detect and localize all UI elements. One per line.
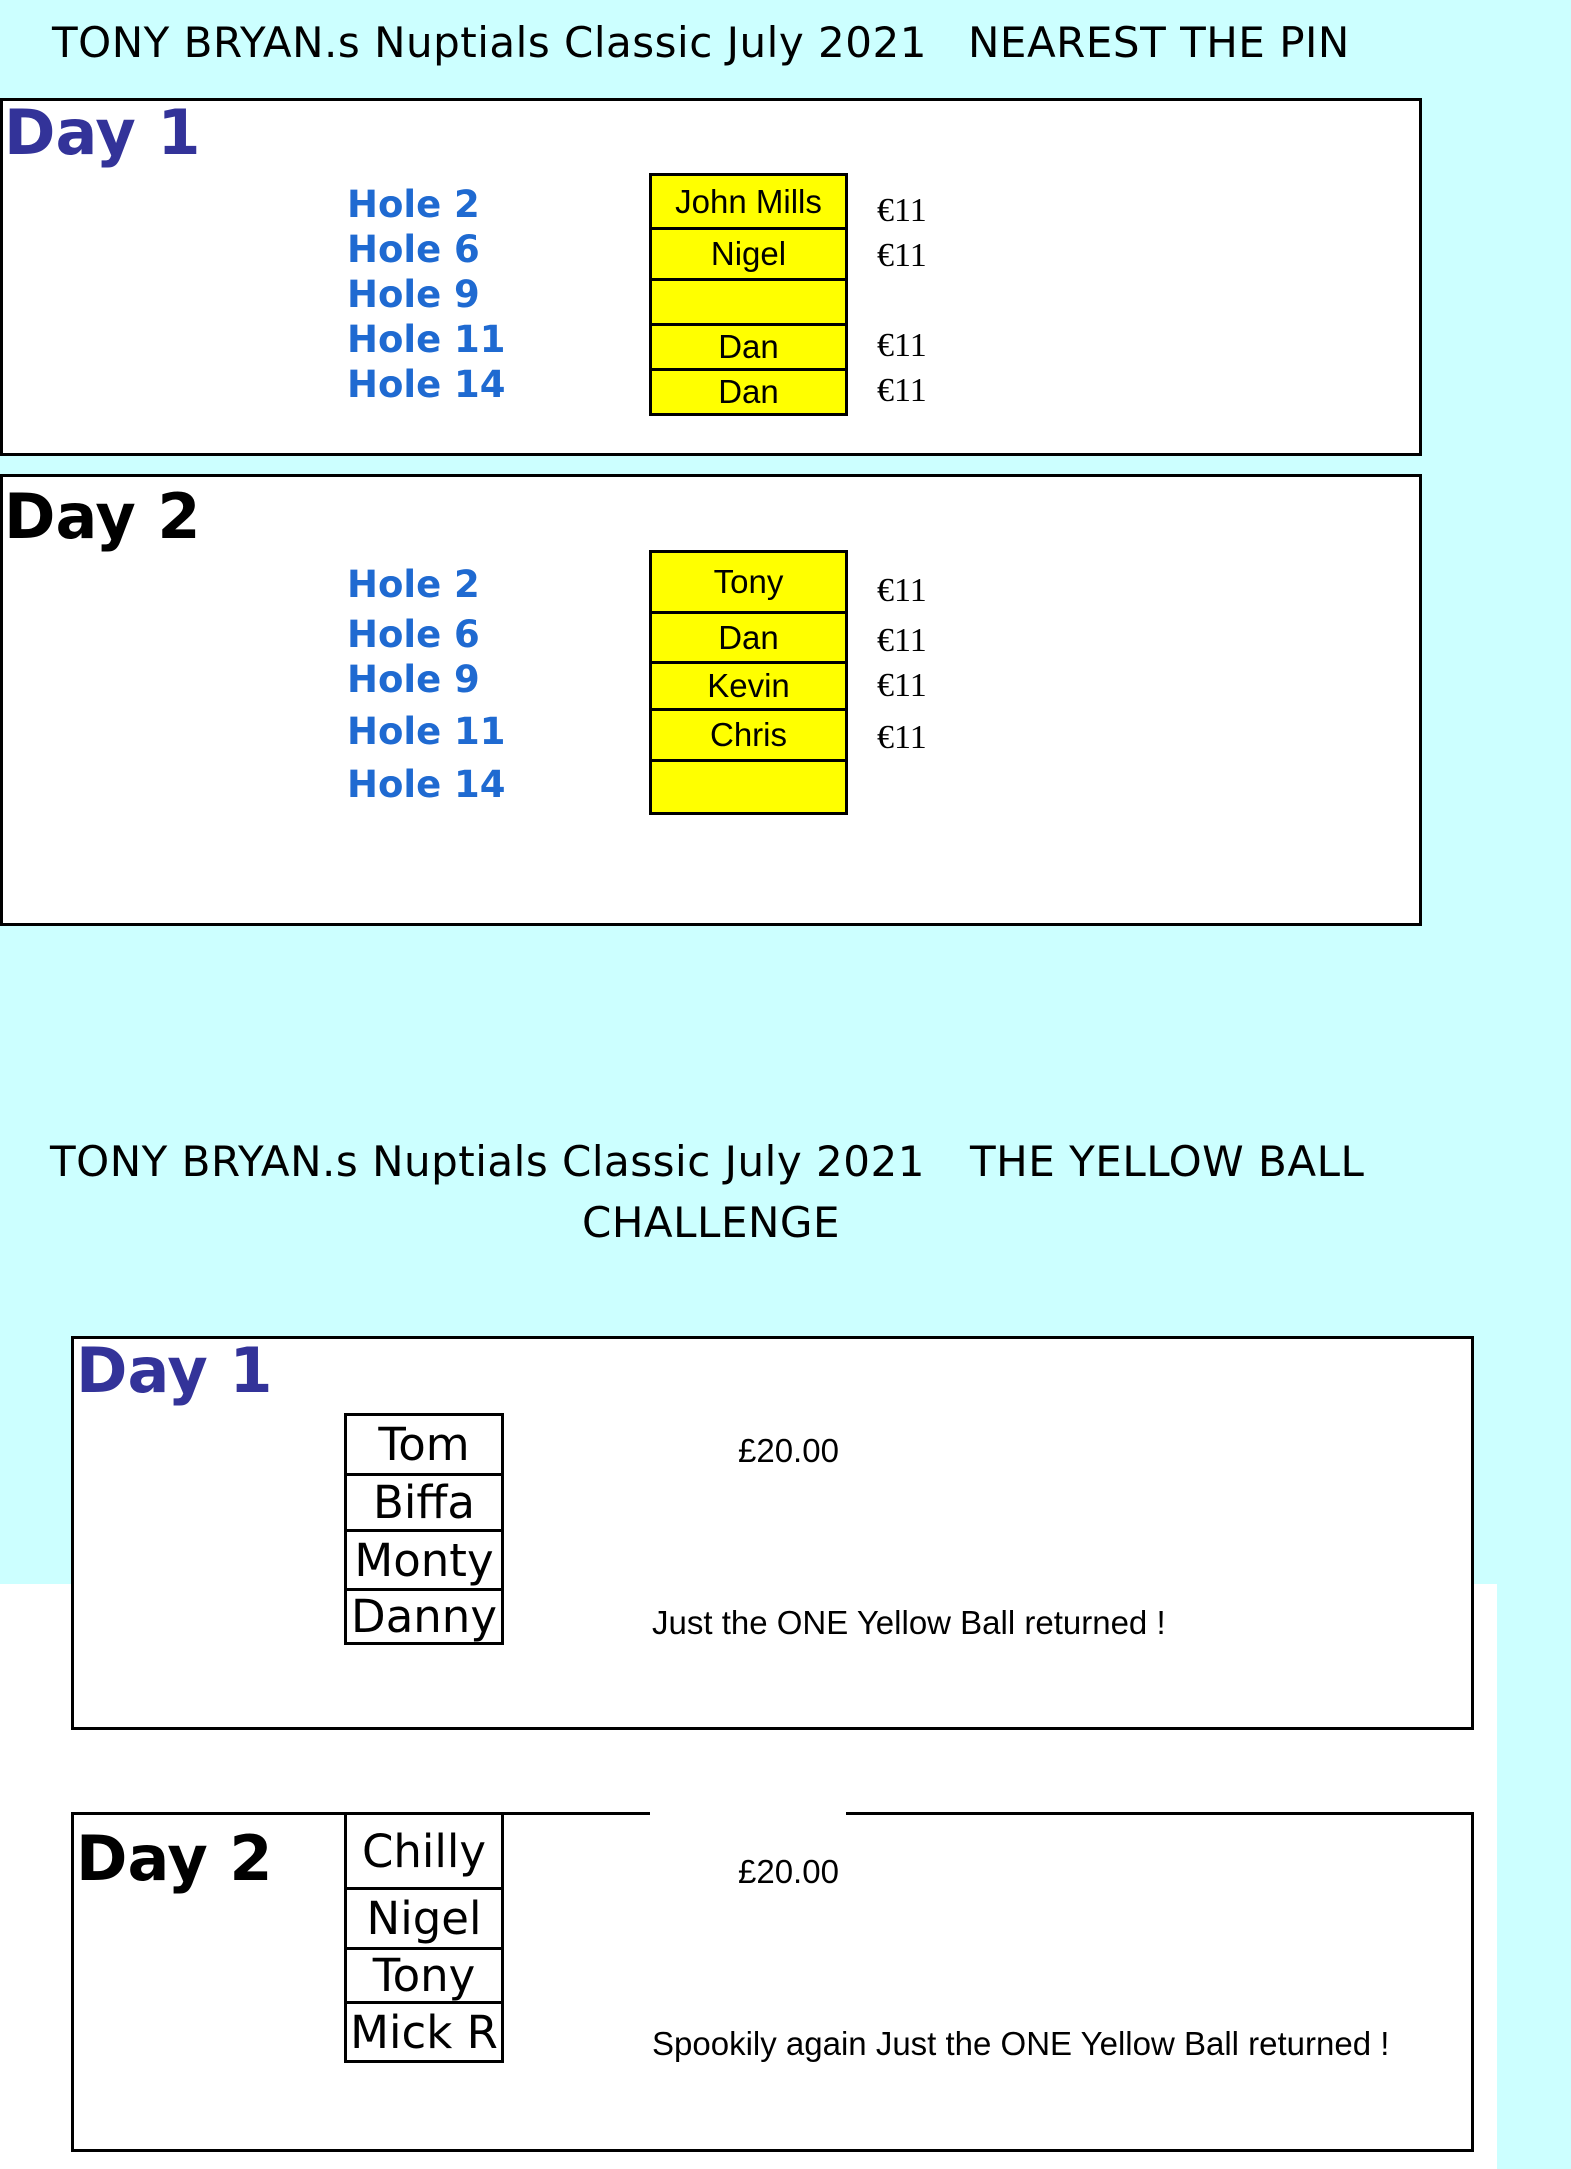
yb-day1-prize: £20.00	[738, 1432, 839, 1469]
page-background-strip	[1497, 1584, 1571, 2169]
ntp-day1-prize: €11	[877, 327, 927, 364]
yb-day1-panel	[71, 1336, 1474, 1730]
yb-day2-player: Nigel	[344, 1887, 504, 1950]
ntp-day2-hole: Hole 11	[347, 710, 506, 753]
ntp-day1-hole: Hole 2	[347, 183, 480, 226]
yb-day1-note: Just the ONE Yellow Ball returned !	[652, 1604, 1166, 1641]
ntp-day2-hole: Hole 2	[347, 563, 480, 606]
yb-title-line2: CHALLENGE	[582, 1198, 840, 1247]
ntp-day1-label: Day 1	[4, 96, 201, 169]
ntp-day1-winner-cell	[649, 278, 848, 326]
yb-day2-border-gap	[650, 1808, 846, 1816]
ntp-day1-winner-cell: Dan	[649, 368, 848, 416]
ntp-day2-prize: €11	[877, 667, 927, 704]
ntp-day1-prize: €11	[877, 372, 927, 409]
ntp-day1-hole: Hole 9	[347, 273, 480, 316]
ntp-day2-hole: Hole 6	[347, 613, 480, 656]
ntp-day1-prize: €11	[877, 237, 927, 274]
yb-day2-prize: £20.00	[738, 1853, 839, 1890]
ntp-day2-hole: Hole 14	[347, 763, 506, 806]
ntp-day2-prize: €11	[877, 572, 927, 609]
ntp-day1-hole: Hole 11	[347, 318, 506, 361]
yb-day1-player: Tom	[344, 1413, 504, 1476]
yb-day1-player: Biffa	[344, 1473, 504, 1532]
ntp-day2-hole: Hole 9	[347, 658, 480, 701]
ntp-day2-winner-cell: Dan	[649, 611, 848, 664]
ntp-day2-winner-cell	[649, 759, 848, 815]
yb-day2-player: Mick R	[344, 2001, 504, 2063]
ntp-day2-winner-cell: Kevin	[649, 661, 848, 711]
ntp-day1-winner-cell: Nigel	[649, 227, 848, 281]
yb-day2-player: Tony	[344, 1947, 504, 2004]
yb-title-left: TONY BRYAN.s Nuptials Classic July 2021	[50, 1137, 925, 1186]
yb-day2-player: Chilly	[344, 1812, 504, 1890]
ntp-day1-prize: €11	[877, 192, 927, 229]
yb-day2-note: Spookily again Just the ONE Yellow Ball returned !	[652, 2025, 1390, 2062]
ntp-day2-winner-cell: Chris	[649, 708, 848, 762]
yb-title-right: THE YELLOW BALL	[970, 1137, 1365, 1186]
yb-day1-label: Day 1	[76, 1334, 273, 1407]
ntp-day2-label: Day 2	[4, 480, 201, 553]
yb-day1-player: Danny	[344, 1588, 504, 1645]
ntp-day2-prize: €11	[877, 719, 927, 756]
ntp-day2-winner-cell: Tony	[649, 550, 848, 614]
ntp-day1-hole: Hole 6	[347, 228, 480, 271]
ntp-day1-winner-cell: Dan	[649, 323, 848, 371]
ntp-title-left: TONY BRYAN.s Nuptials Classic July 2021	[52, 18, 927, 67]
ntp-day1-winner-cell: John Mills	[649, 173, 848, 230]
ntp-day2-prize: €11	[877, 622, 927, 659]
yb-day2-label: Day 2	[76, 1822, 273, 1895]
ntp-day1-hole: Hole 14	[347, 363, 506, 406]
ntp-title-right: NEAREST THE PIN	[968, 18, 1350, 67]
yb-day1-player: Monty	[344, 1529, 504, 1591]
